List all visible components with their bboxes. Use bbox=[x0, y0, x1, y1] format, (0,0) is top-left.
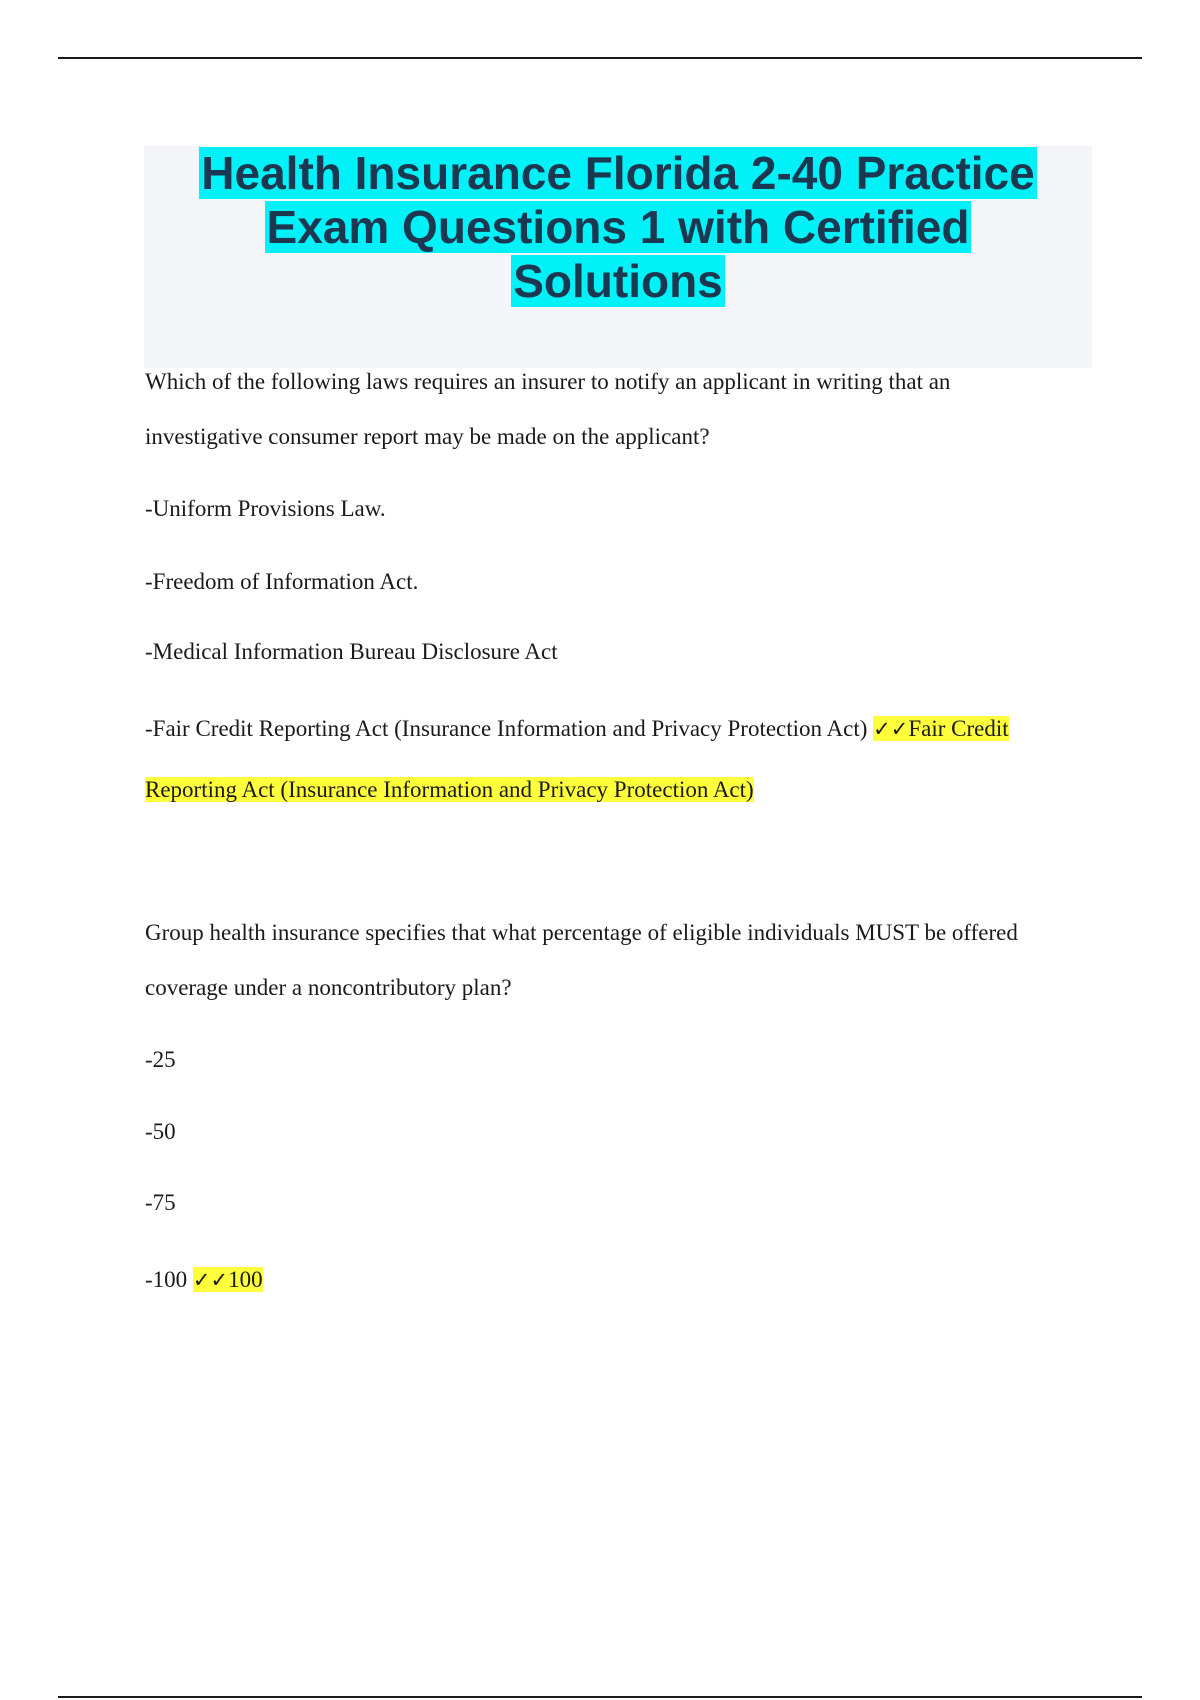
question-2-text-line-1: Group health insurance specifies that what percentage of eligible individuals MUST be offered bbox=[145, 920, 1018, 945]
title-line-2: Exam Questions 1 with Certified bbox=[266, 201, 970, 253]
title-line-3: Solutions bbox=[513, 255, 723, 307]
question-1-option-3: -Medical Information Bureau Disclosure Act bbox=[145, 639, 558, 664]
question-2-option-4-line bbox=[145, 1265, 263, 1295]
document-title bbox=[144, 146, 1092, 308]
question-1-answer-highlight bbox=[873, 716, 1009, 741]
question-1-text-line-2: investigative consumer report may be made on the applicant? bbox=[145, 424, 710, 449]
checkmark-icon: ✓✓ bbox=[192, 1268, 229, 1292]
question-2-text-line-2: coverage under a noncontributory plan? bbox=[145, 975, 512, 1000]
question-1-text-line-1: Which of the following laws requires an insurer to notify an applicant in writing that an bbox=[145, 369, 951, 394]
question-1-answer-line-2 bbox=[145, 775, 754, 805]
bottom-rule bbox=[58, 1696, 1142, 1698]
top-rule bbox=[58, 57, 1142, 59]
question-2-option-1: -25 bbox=[145, 1047, 176, 1072]
question-1-option-4-line bbox=[145, 714, 1009, 744]
question-2-answer-highlight bbox=[193, 1267, 263, 1292]
checkmark-icon: ✓✓ bbox=[873, 717, 909, 741]
title-line-1: Health Insurance Florida 2-40 Practice bbox=[201, 147, 1035, 199]
question-1-answer-part-1: Fair Credit bbox=[908, 716, 1009, 741]
title-block bbox=[144, 146, 1092, 368]
question-1-option-4: -Fair Credit Reporting Act (Insurance Information and Privacy Protection Act) bbox=[145, 716, 868, 741]
question-1-option-2: -Freedom of Information Act. bbox=[145, 569, 419, 594]
question-2-answer: 100 bbox=[228, 1267, 263, 1292]
question-1-answer-part-2: Reporting Act (Insurance Information and Privacy Protection Act) bbox=[145, 777, 754, 802]
question-1-option-1: -Uniform Provisions Law. bbox=[145, 496, 386, 521]
question-2-option-3: -75 bbox=[145, 1190, 176, 1215]
question-2-option-4: -100 bbox=[145, 1267, 188, 1292]
question-2-option-2: -50 bbox=[145, 1119, 176, 1144]
